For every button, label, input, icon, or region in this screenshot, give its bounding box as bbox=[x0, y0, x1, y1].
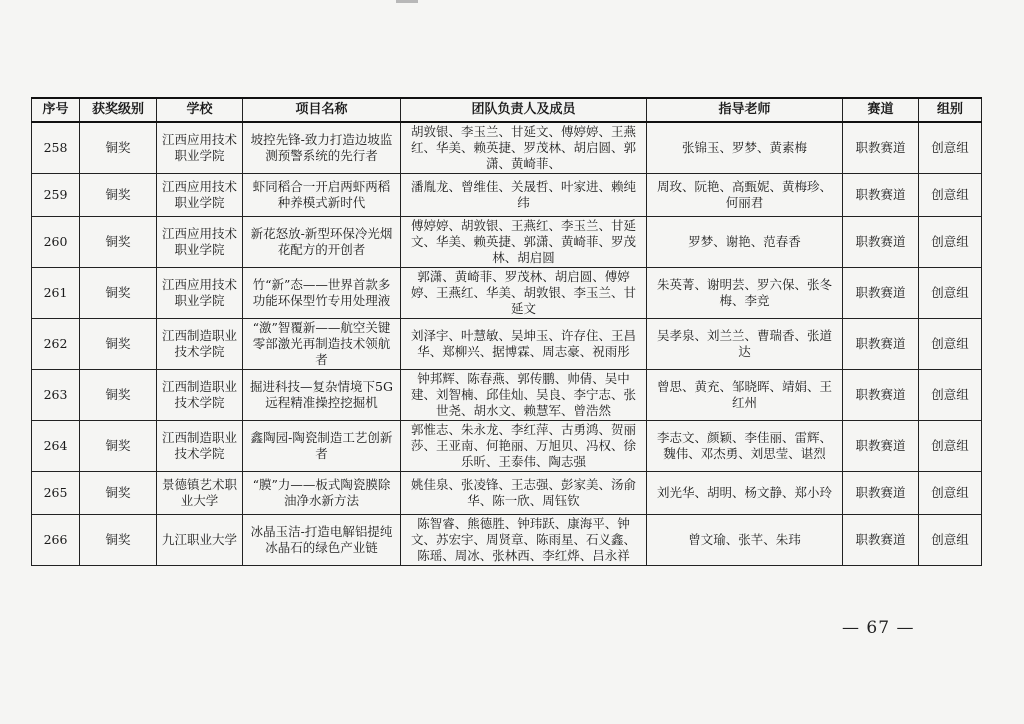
table-row bbox=[32, 217, 982, 268]
cell-award-level: 铜奖 bbox=[80, 122, 157, 174]
cell-team: 郭潇、黄崎菲、罗茂林、胡启圆、傅婷婷、王燕红、华美、胡敦银、李玉兰、甘延文 bbox=[401, 268, 647, 319]
header-track: 赛道 bbox=[843, 98, 919, 122]
table-row bbox=[32, 515, 982, 566]
cell-group: 创意组 bbox=[919, 370, 982, 421]
cell-team: 胡敦银、李玉兰、甘延文、傅婷婷、王燕红、华美、赖英捷、罗茂林、胡启圆、郭潇、黄崎菲、 bbox=[401, 122, 647, 174]
cell-advisors: 曾文瑜、张芊、朱玮 bbox=[647, 515, 843, 566]
cell-advisors: 朱英菁、谢明芸、罗六保、张冬梅、李竞 bbox=[647, 268, 843, 319]
cell-award-level: 铜奖 bbox=[80, 370, 157, 421]
cell-school: 江西制造职业技术学院 bbox=[157, 421, 243, 472]
cell-project-name: “膜”力——板式陶瓷膜除油净水新方法 bbox=[243, 472, 401, 515]
cell-serial: 264 bbox=[32, 421, 80, 472]
award-table bbox=[31, 97, 982, 566]
cell-serial: 259 bbox=[32, 174, 80, 217]
cell-group: 创意组 bbox=[919, 472, 982, 515]
cell-group: 创意组 bbox=[919, 217, 982, 268]
header-advisors: 指导老师 bbox=[647, 98, 843, 122]
cell-advisors: 张锦玉、罗梦、黄素梅 bbox=[647, 122, 843, 174]
table-row bbox=[32, 421, 982, 472]
cell-group: 创意组 bbox=[919, 319, 982, 370]
cell-school: 九江职业大学 bbox=[157, 515, 243, 566]
cell-advisors: 吴孝泉、刘兰兰、曹瑞香、张道达 bbox=[647, 319, 843, 370]
table-row bbox=[32, 472, 982, 515]
cell-school: 江西制造职业技术学院 bbox=[157, 319, 243, 370]
cell-serial: 266 bbox=[32, 515, 80, 566]
cell-track: 职教赛道 bbox=[843, 515, 919, 566]
cell-group: 创意组 bbox=[919, 515, 982, 566]
cell-school: 江西应用技术职业学院 bbox=[157, 122, 243, 174]
table-row bbox=[32, 122, 982, 174]
cell-school: 江西制造职业技术学院 bbox=[157, 370, 243, 421]
cell-project-name: 竹“新”态——世界首款多功能环保型竹专用处理液 bbox=[243, 268, 401, 319]
scan-mark bbox=[396, 0, 418, 3]
cell-project-name: 掘进科技—复杂情境下5G远程精准操控挖掘机 bbox=[243, 370, 401, 421]
cell-project-name: 坡控先锋-致力打造边坡监测预警系统的先行者 bbox=[243, 122, 401, 174]
cell-track: 职教赛道 bbox=[843, 472, 919, 515]
cell-serial: 262 bbox=[32, 319, 80, 370]
cell-project-name: 新花怒放-新型环保冷光烟花配方的开创者 bbox=[243, 217, 401, 268]
header-project-name: 项目名称 bbox=[243, 98, 401, 122]
cell-serial: 261 bbox=[32, 268, 80, 319]
cell-award-level: 铜奖 bbox=[80, 319, 157, 370]
cell-serial: 265 bbox=[32, 472, 80, 515]
cell-team: 郭惟志、朱永龙、李红萍、古勇鸿、贺丽莎、王亚南、何艳丽、万旭贝、冯权、徐乐昕、王泰伟、陶志强 bbox=[401, 421, 647, 472]
cell-award-level: 铜奖 bbox=[80, 421, 157, 472]
cell-award-level: 铜奖 bbox=[80, 174, 157, 217]
cell-advisors: 周玫、阮艳、高甄妮、黄梅珍、何丽君 bbox=[647, 174, 843, 217]
cell-track: 职教赛道 bbox=[843, 174, 919, 217]
table-row bbox=[32, 268, 982, 319]
cell-advisors: 刘光华、胡明、杨文静、郑小玲 bbox=[647, 472, 843, 515]
cell-team: 陈智睿、熊德胜、钟玮跃、康海平、钟文、苏宏宇、周贤章、陈雨星、石义鑫、陈瑶、周冰、张林西、李红烨、吕永祥 bbox=[401, 515, 647, 566]
cell-serial: 263 bbox=[32, 370, 80, 421]
cell-project-name: 鑫陶园-陶瓷制造工艺创新者 bbox=[243, 421, 401, 472]
page-number: — 67 — bbox=[842, 618, 915, 638]
cell-team: 姚佳泉、张凌锋、王志强、彭家美、汤俞华、陈一欣、周钰钦 bbox=[401, 472, 647, 515]
cell-project-name: “激”智覆新——航空关键零部激光再制造技术领航者 bbox=[243, 319, 401, 370]
cell-school: 景德镇艺术职业大学 bbox=[157, 472, 243, 515]
cell-group: 创意组 bbox=[919, 122, 982, 174]
cell-project-name: 冰晶玉洁-打造电解铝提纯冰晶石的绿色产业链 bbox=[243, 515, 401, 566]
cell-group: 创意组 bbox=[919, 421, 982, 472]
cell-advisors: 曾思、黄充、邹晓晖、靖娟、王红州 bbox=[647, 370, 843, 421]
cell-team: 刘泽宇、叶慧敏、吴坤玉、许存住、王昌华、郑柳兴、据博霖、周志豪、祝雨彤 bbox=[401, 319, 647, 370]
cell-advisors: 李志文、颜颖、李佳丽、雷辉、魏伟、邓杰勇、刘思莹、谌烈 bbox=[647, 421, 843, 472]
cell-award-level: 铜奖 bbox=[80, 515, 157, 566]
cell-group: 创意组 bbox=[919, 268, 982, 319]
cell-team: 钟邦辉、陈春燕、郭传鹏、帅倩、吴中建、刘智楠、邱佳灿、吴良、李宁志、张世尧、胡水文、赖慧军、曾浩然 bbox=[401, 370, 647, 421]
header-group: 组别 bbox=[919, 98, 982, 122]
table-row bbox=[32, 174, 982, 217]
table-row bbox=[32, 370, 982, 421]
cell-track: 职教赛道 bbox=[843, 217, 919, 268]
header-award-level: 获奖级别 bbox=[80, 98, 157, 122]
header-school: 学校 bbox=[157, 98, 243, 122]
cell-school: 江西应用技术职业学院 bbox=[157, 174, 243, 217]
cell-group: 创意组 bbox=[919, 174, 982, 217]
cell-award-level: 铜奖 bbox=[80, 268, 157, 319]
cell-advisors: 罗梦、谢艳、范春香 bbox=[647, 217, 843, 268]
cell-school: 江西应用技术职业学院 bbox=[157, 217, 243, 268]
table-row bbox=[32, 319, 982, 370]
header-team: 团队负责人及成员 bbox=[401, 98, 647, 122]
cell-track: 职教赛道 bbox=[843, 268, 919, 319]
cell-team: 潘胤龙、曾维佳、关晟哲、叶家进、赖纯纬 bbox=[401, 174, 647, 217]
cell-award-level: 铜奖 bbox=[80, 472, 157, 515]
table-header-row bbox=[32, 98, 982, 122]
cell-track: 职教赛道 bbox=[843, 421, 919, 472]
cell-serial: 260 bbox=[32, 217, 80, 268]
cell-school: 江西应用技术职业学院 bbox=[157, 268, 243, 319]
cell-track: 职教赛道 bbox=[843, 370, 919, 421]
cell-project-name: 虾同稻合一开启两虾两稻种养模式新时代 bbox=[243, 174, 401, 217]
cell-team: 傅婷婷、胡敦银、王燕红、李玉兰、甘延文、华美、赖英捷、郭潇、黄崎菲、罗茂林、胡启圆 bbox=[401, 217, 647, 268]
cell-serial: 258 bbox=[32, 122, 80, 174]
cell-award-level: 铜奖 bbox=[80, 217, 157, 268]
cell-track: 职教赛道 bbox=[843, 319, 919, 370]
header-serial: 序号 bbox=[32, 98, 80, 122]
cell-track: 职教赛道 bbox=[843, 122, 919, 174]
